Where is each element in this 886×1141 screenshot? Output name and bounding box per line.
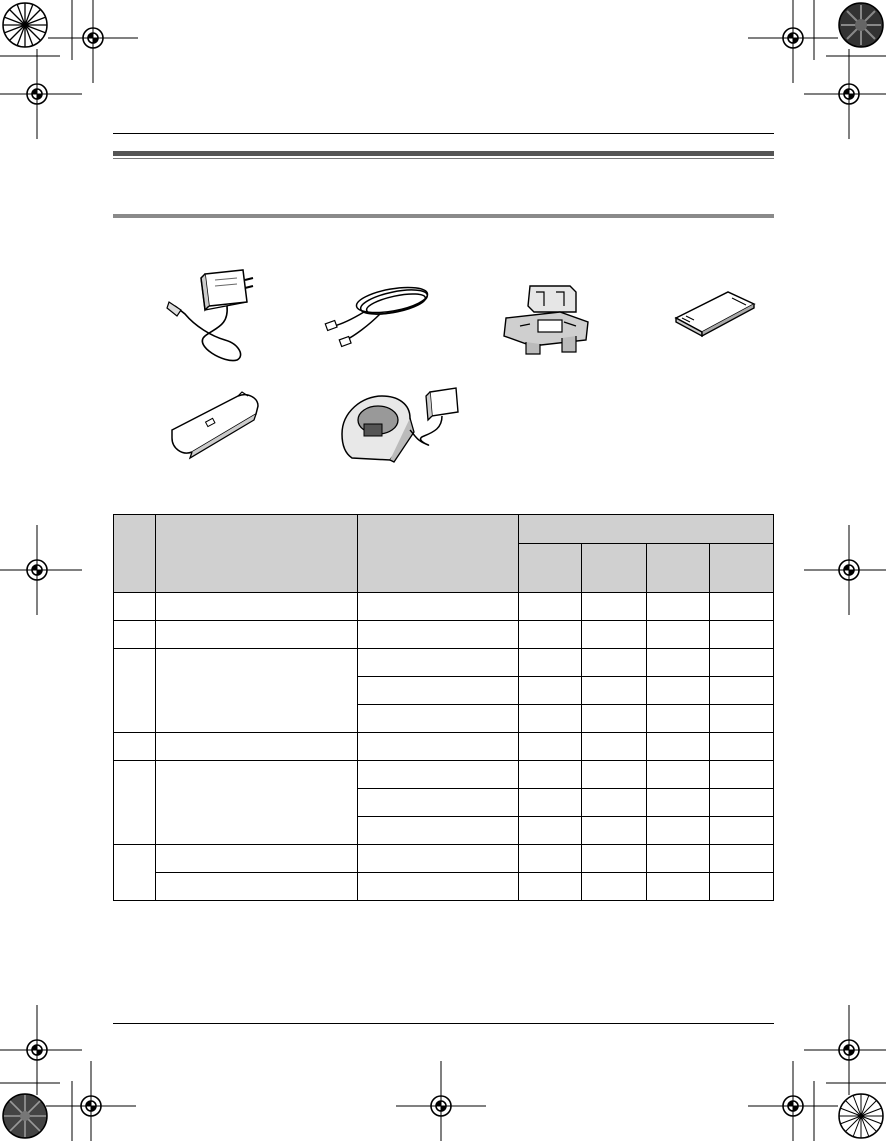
table-header-cell-models [519, 515, 774, 544]
telephone-line-cord-icon [324, 282, 436, 350]
table-header-cell-number [114, 515, 156, 593]
table-row [114, 873, 774, 901]
table-row [114, 761, 774, 789]
ac-adaptor-icon [165, 266, 255, 368]
section-title-rule [113, 151, 774, 156]
table-header-cell-item [156, 515, 358, 593]
header-rule [113, 133, 774, 134]
starburst-target-icon [832, 0, 886, 54]
section-divider-rule [113, 214, 774, 218]
table-header-cell-part-number [358, 515, 519, 593]
table-row [114, 733, 774, 761]
table-header-row [114, 515, 774, 544]
table-header-cell-model [710, 544, 774, 593]
starburst-target-icon [0, 0, 54, 54]
section-title-underline [113, 158, 774, 159]
table-header-cell-model [519, 544, 582, 593]
table-header-cell-model [582, 544, 647, 593]
table-row [114, 621, 774, 649]
footer-rule [113, 1023, 774, 1024]
table-row [114, 649, 774, 677]
starburst-target-icon [832, 1087, 886, 1141]
wall-mounting-adaptor-icon [500, 282, 592, 358]
table-header-cell-model [647, 544, 710, 593]
charger-with-ac-adaptor-icon [338, 382, 470, 466]
accessories-table [113, 514, 774, 901]
starburst-target-icon [0, 1087, 54, 1141]
handset-cover-icon [168, 390, 264, 460]
rechargeable-battery-icon [672, 288, 758, 338]
table-row [114, 845, 774, 873]
table-row [114, 593, 774, 621]
